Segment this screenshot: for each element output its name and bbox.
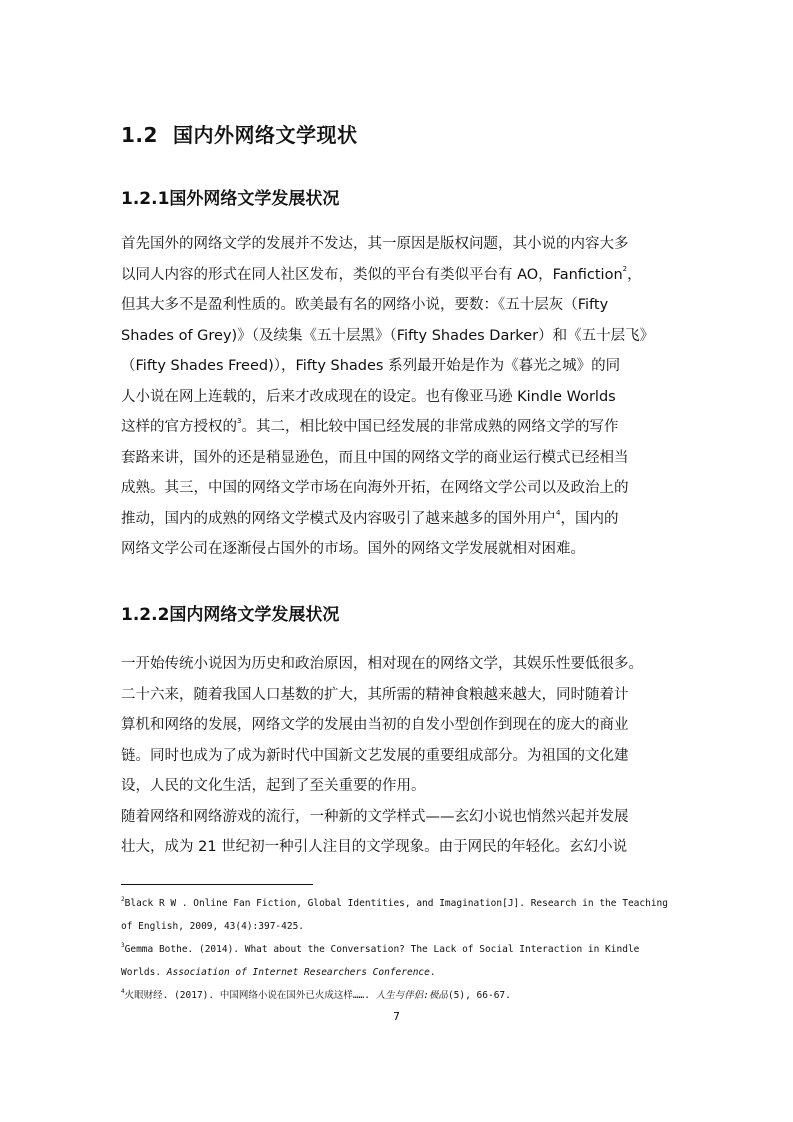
paragraph-foreign — [121, 229, 677, 565]
footnote-mark: 3 — [237, 417, 242, 425]
footnote-4: $^4$火眼财经. (2017). 中国网络小说在国外已火成这样……. 人生与伴侣:极品(5), 66-67. — [121, 988, 511, 1001]
page-number: 7 — [393, 1010, 400, 1023]
text-line: （Fifty Shades Freed)），Fifty Shades 系列最开始是作为《暮光之城》的同 — [121, 358, 621, 374]
footnote-divider — [121, 884, 313, 885]
text-line: 算机和网络的发展，网络文学的发展由当初的自发小型创作到现在的庞大的商业 — [121, 717, 629, 733]
subsection-number: 1.2.2 — [121, 605, 170, 625]
text-line: 二十六来，随着我国人口基数的扩大，其所需的精神食粮越来越大，同时随着计 — [121, 686, 629, 703]
footnote-3: $^3$Gemma Bothe. (2014). What about the Conversation? The Lack of Social Interaction in Kindle — [121, 942, 640, 955]
text-line: 壮大，成为 21 世纪初一种引人注目的文学现象。由于网民的年轻化。玄幻小说 — [121, 839, 628, 855]
text-line: 推动，国内的成熟的网络文学模式及内容吸引了越来越多的国外用户$^4$，国内的 — [121, 508, 619, 527]
subsection-title: 国内网络文学发展状况 — [169, 605, 340, 625]
footnote-2: $^2$Black R W . Online Fan Fiction, Global Identities, and Imagination[J]. Research in the Teaching — [121, 896, 668, 909]
text-line: 这样的官方授权的$^3$。其二，相比较中国已经发展的非常成熟的网络文学的写作 — [121, 417, 619, 435]
paragraph-domestic — [121, 649, 677, 863]
section-number: 1.2 — [121, 123, 158, 147]
text-line: 套路来讲，国外的还是稍显逊色，而且中国的网络文学的商业运行模式已经相当 — [121, 449, 629, 466]
footnote-3-cont: Worlds. Association of Internet Researchers Conference. — [121, 967, 436, 978]
text-line: 设，人民的文化生活，起到了至关重要的作用。 — [121, 778, 426, 794]
subsection-heading-foreign — [121, 184, 339, 209]
text-line: 但其大多不是盈利性质的。欧美最有名的网络小说，要数：《五十层灰（Fifty — [121, 297, 609, 313]
text-line: 首先国外的网络文学的发展并不发达，其一原因是版权问题，其小说的内容大多 — [121, 236, 629, 252]
subsection-heading-domestic — [121, 600, 339, 625]
text-line: 网络文学公司在逐渐侵占国外的市场。国外的网络文学发展就相对困难。 — [121, 541, 585, 557]
subsection-title: 国外网络文学发展状况 — [169, 189, 340, 209]
footnote-mark: 4 — [556, 508, 561, 517]
text-line: 一开始传统小说因为历史和政治原因，相对现在的网络文学，其娱乐性要低很多。 — [121, 656, 643, 672]
text-line: 随着网络和网络游戏的流行，一种新的文学样式——玄幻小说也悄然兴起并发展 — [121, 808, 629, 825]
text-line: 链。同时也成为了成为新时代中国新文艺发展的重要组成部分。为祖国的文化建 — [121, 747, 629, 764]
footnote-2-cont: of English, 2009, 43(4):397-425. — [121, 921, 305, 932]
section-heading — [121, 119, 358, 148]
section-title: 国内外网络文学现状 — [173, 123, 358, 147]
text-line: Shades of Grey)》（及续集《五十层黑》（Fifty Shades Darker）和《五十层飞》 — [121, 327, 655, 344]
subsection-number: 1.2.1 — [121, 189, 170, 209]
footnotes — [121, 892, 677, 1007]
text-line: 成熟。其三，中国的网络文学市场在向海外开拓，在网络文学公司以及政治上的 — [121, 480, 629, 496]
footnote-mark: 2 — [622, 264, 628, 273]
text-line: 以同人内容的形式在同人社区发布，类似的平台有类似平台有 AO，Fanfiction$^2$， — [121, 264, 642, 283]
text-line: 人小说在网上连载的，后来才改成现在的设定。也有像亚马逊 Kindle Worlds — [121, 388, 616, 405]
